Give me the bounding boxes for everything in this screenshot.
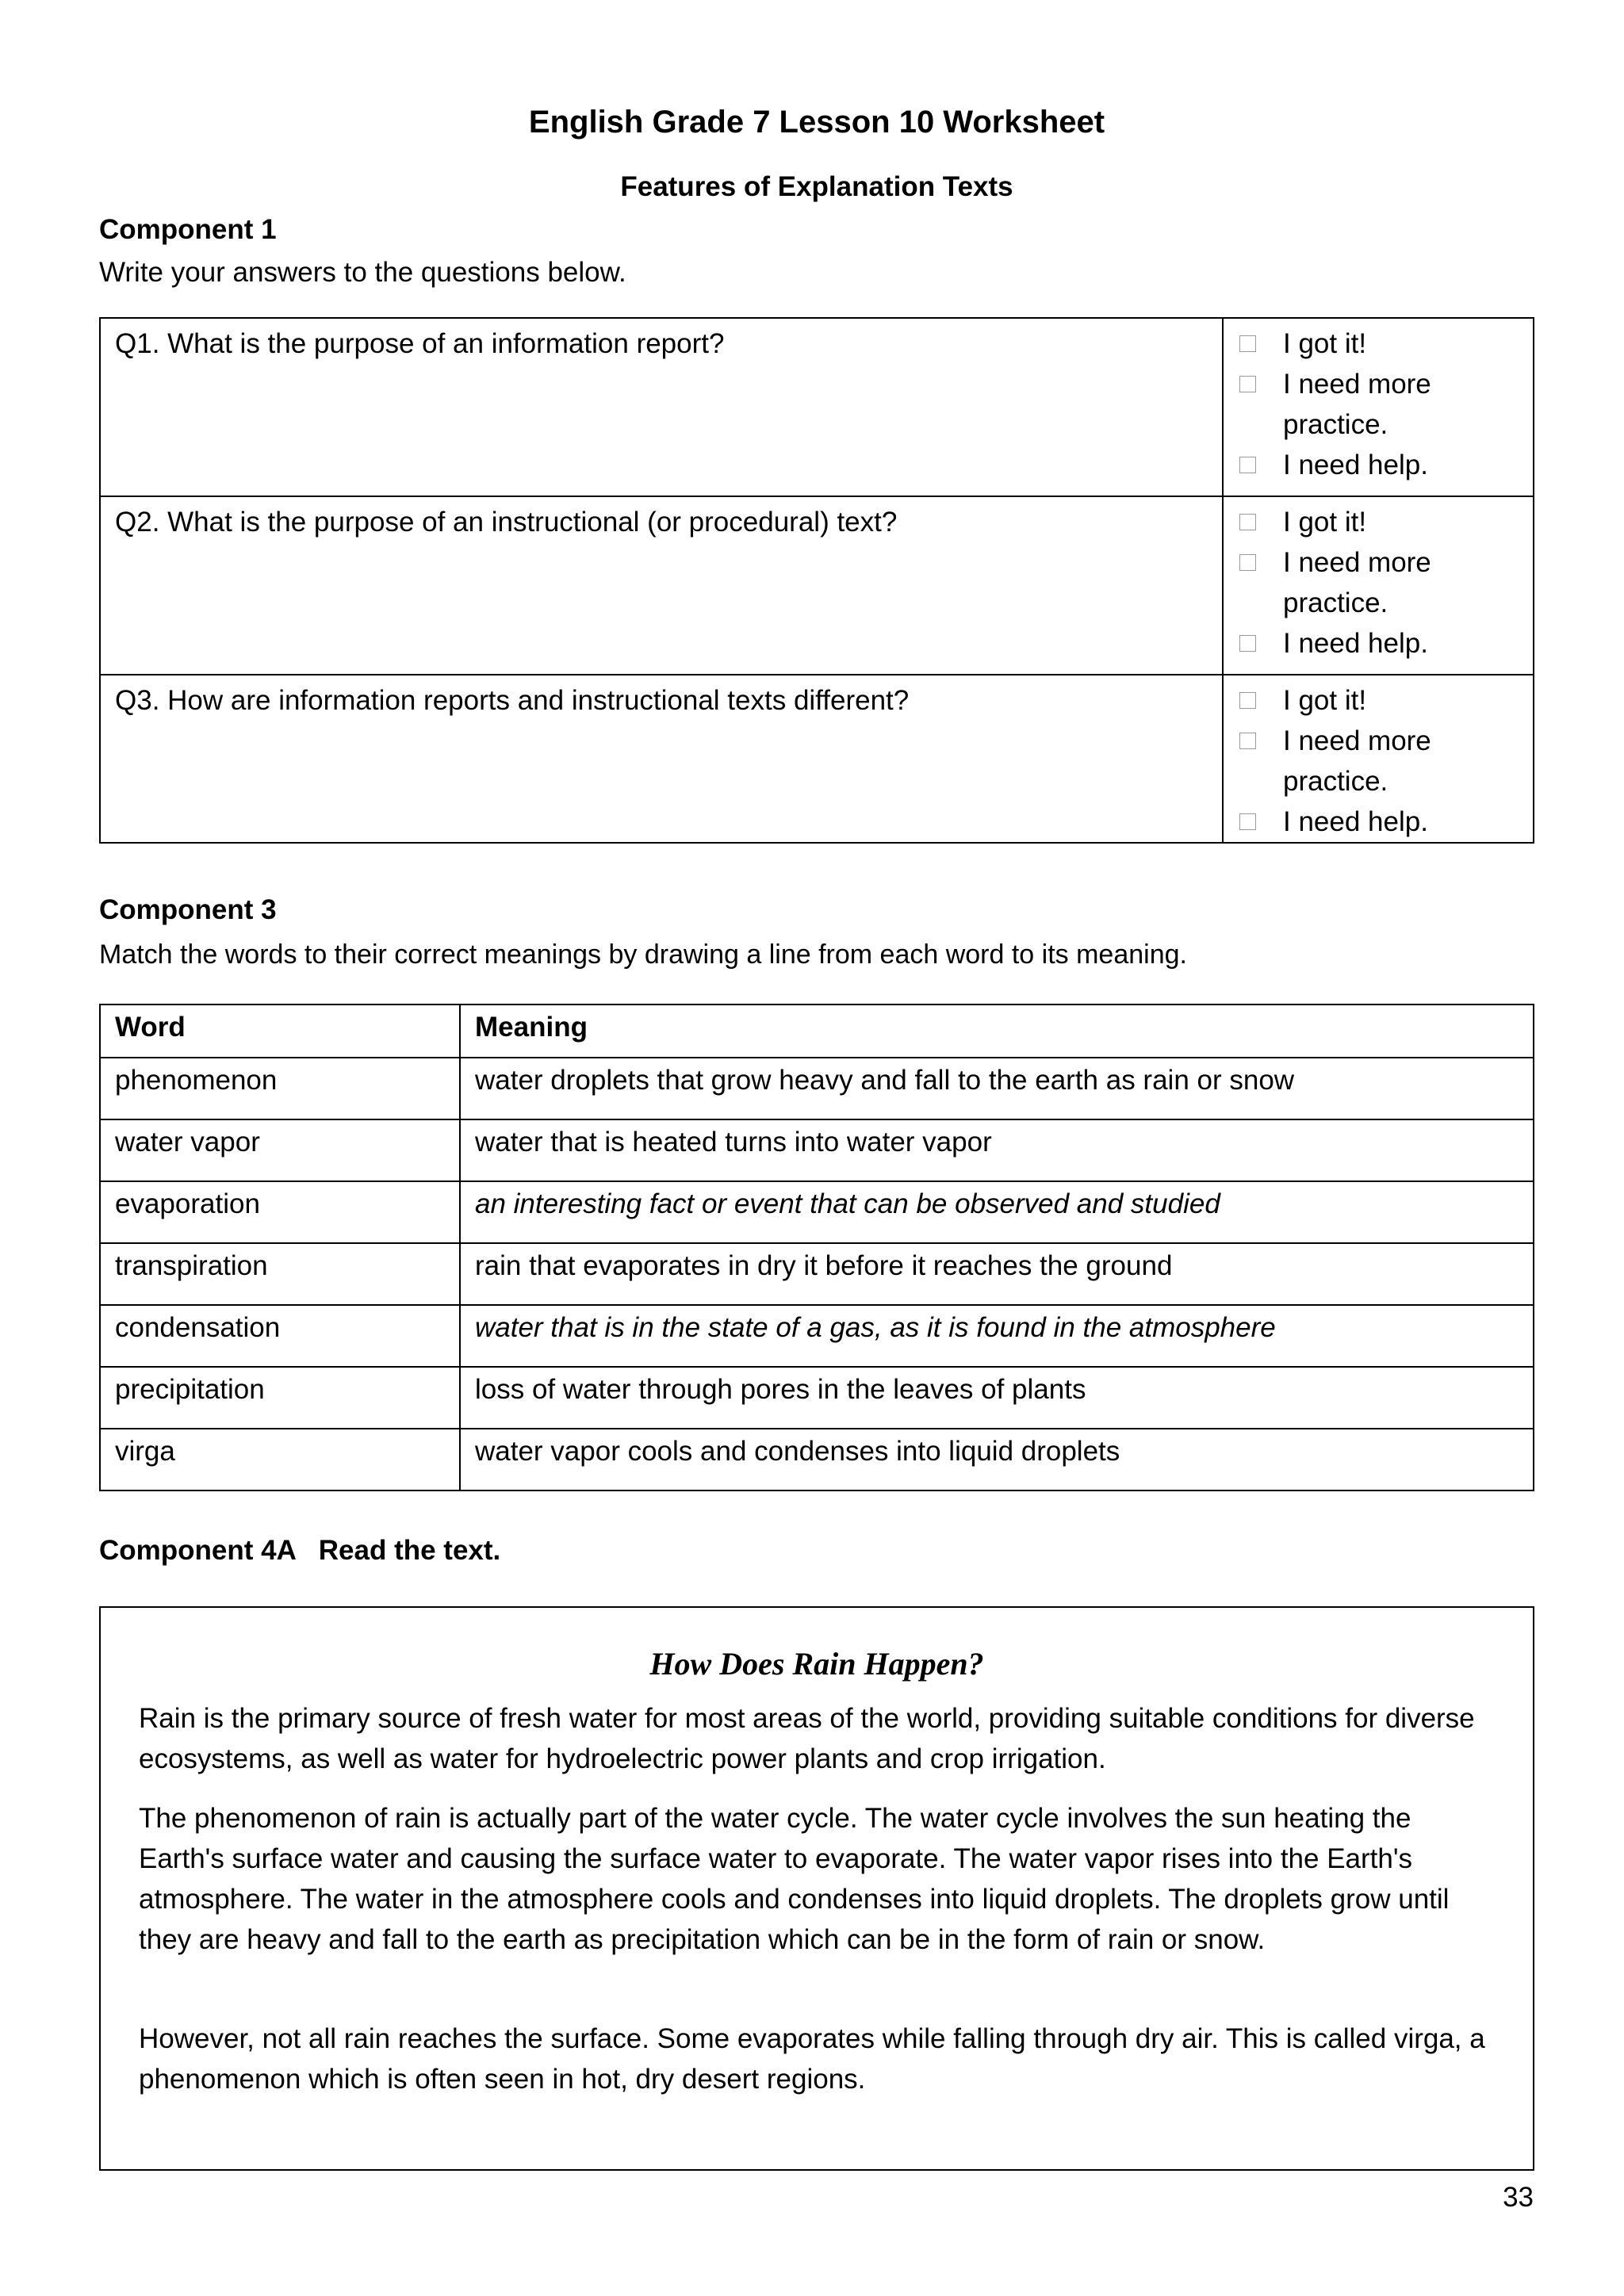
table-row: [100, 1181, 1534, 1243]
meaning-cell[interactable]: water that is in the state of a gas, as it is found in the atmosphere: [460, 1305, 1534, 1367]
checkbox[interactable]: [1239, 554, 1256, 571]
option-need-practice[interactable]: I need more practice.: [1239, 542, 1533, 623]
option-need-help[interactable]: I need help.: [1239, 802, 1533, 842]
checkbox[interactable]: [1239, 635, 1256, 652]
checkbox[interactable]: [1239, 733, 1256, 749]
question-text: Q1. What is the purpose of an information report?: [100, 318, 1223, 496]
meaning-column-header: Meaning: [460, 1004, 1534, 1058]
table-row: [100, 1305, 1534, 1367]
word-meaning-table: [99, 1004, 1534, 1491]
question-row: [100, 675, 1534, 843]
option-got-it[interactable]: I got it!: [1239, 680, 1533, 721]
paragraph-1: Rain is the primary source of fresh water for most areas of the world, providing suitable conditions for diverse ecosystems, as well as water for hydroelectric power plants and crop irrigation.: [139, 1703, 1475, 1774]
option-need-help[interactable]: I need help.: [1239, 623, 1533, 664]
table-row: [100, 1367, 1534, 1429]
word-cell[interactable]: condensation: [100, 1305, 460, 1367]
meaning-cell[interactable]: water droplets that grow heavy and fall to the earth as rain or snow: [460, 1058, 1534, 1119]
self-check-options: [1223, 675, 1534, 843]
component3-instruction: Match the words to their correct meanings by drawing a line from each word to its meaning.: [99, 939, 1187, 970]
word-cell[interactable]: phenomenon: [100, 1058, 460, 1119]
component1-heading: Component 1: [99, 214, 277, 245]
word-cell[interactable]: water vapor: [100, 1119, 460, 1181]
option-need-help[interactable]: I need help.: [1239, 445, 1533, 485]
component3-heading: Component 3: [99, 894, 277, 925]
self-check-options: [1223, 318, 1534, 496]
checkbox[interactable]: [1239, 457, 1256, 473]
question-text: Q3. How are information reports and instructional texts different?: [100, 675, 1223, 843]
questions-table: [99, 317, 1534, 844]
self-check-options: [1223, 496, 1534, 675]
table-row: [100, 1243, 1534, 1305]
meaning-cell[interactable]: water that is heated turns into water vapor: [460, 1119, 1534, 1181]
meaning-cell[interactable]: loss of water through pores in the leaves of plants: [460, 1367, 1534, 1429]
table-row: [100, 1058, 1534, 1119]
option-got-it[interactable]: I got it!: [1239, 502, 1533, 542]
option-need-practice[interactable]: I need more practice.: [1239, 721, 1533, 802]
paragraph-3: However, not all rain reaches the surface. Some evaporates while falling through dry air. This is called virga, a phenomenon which is often seen in hot, dry desert regions.: [139, 2023, 1485, 2095]
reading-text-box: [99, 1606, 1534, 2171]
component4a-heading: Component 4A Read the text.: [99, 1535, 501, 1566]
word-cell[interactable]: evaporation: [100, 1181, 460, 1243]
checkbox[interactable]: [1239, 813, 1256, 830]
checkbox[interactable]: [1239, 335, 1256, 352]
page-subtitle: Features of Explanation Texts: [620, 171, 1013, 202]
word-column-header: Word: [100, 1004, 460, 1058]
table-row: [100, 1119, 1534, 1181]
meaning-cell[interactable]: an interesting fact or event that can be observed and studied: [460, 1181, 1534, 1243]
checkbox[interactable]: [1239, 514, 1256, 530]
page-title: English Grade 7 Lesson 10 Worksheet: [528, 105, 1105, 140]
question-row: [100, 318, 1534, 496]
table-header-row: [100, 1004, 1534, 1058]
checkbox[interactable]: [1239, 692, 1256, 709]
reading-title: How Does Rain Happen?: [649, 1646, 984, 1682]
meaning-cell[interactable]: water vapor cools and condenses into liquid droplets: [460, 1429, 1534, 1490]
word-cell[interactable]: virga: [100, 1429, 460, 1490]
component1-instruction: Write your answers to the questions below.: [99, 257, 626, 288]
option-got-it[interactable]: I got it!: [1239, 323, 1533, 364]
table-row: [100, 1429, 1534, 1490]
meaning-cell[interactable]: rain that evaporates in dry it before it reaches the ground: [460, 1243, 1534, 1305]
word-cell[interactable]: precipitation: [100, 1367, 460, 1429]
checkbox[interactable]: [1239, 376, 1256, 392]
paragraph-2: The phenomenon of rain is actually part of the water cycle. The water cycle involves the sun heating the Earth's surface water and causing the surface water to evaporate. The water vapor rises into the Earth's atmosphere. The water in the atmosphere cools and condenses into liquid droplets. The droplets grow until they are heavy and fall to the earth as precipitation which can be in the form of rain or snow.: [139, 1803, 1450, 1955]
option-need-practice[interactable]: I need more practice.: [1239, 364, 1533, 445]
word-cell[interactable]: transpiration: [100, 1243, 460, 1305]
question-row: [100, 496, 1534, 675]
question-text: Q2. What is the purpose of an instructional (or procedural) text?: [100, 496, 1223, 675]
page-number: 33: [1503, 2182, 1534, 2213]
